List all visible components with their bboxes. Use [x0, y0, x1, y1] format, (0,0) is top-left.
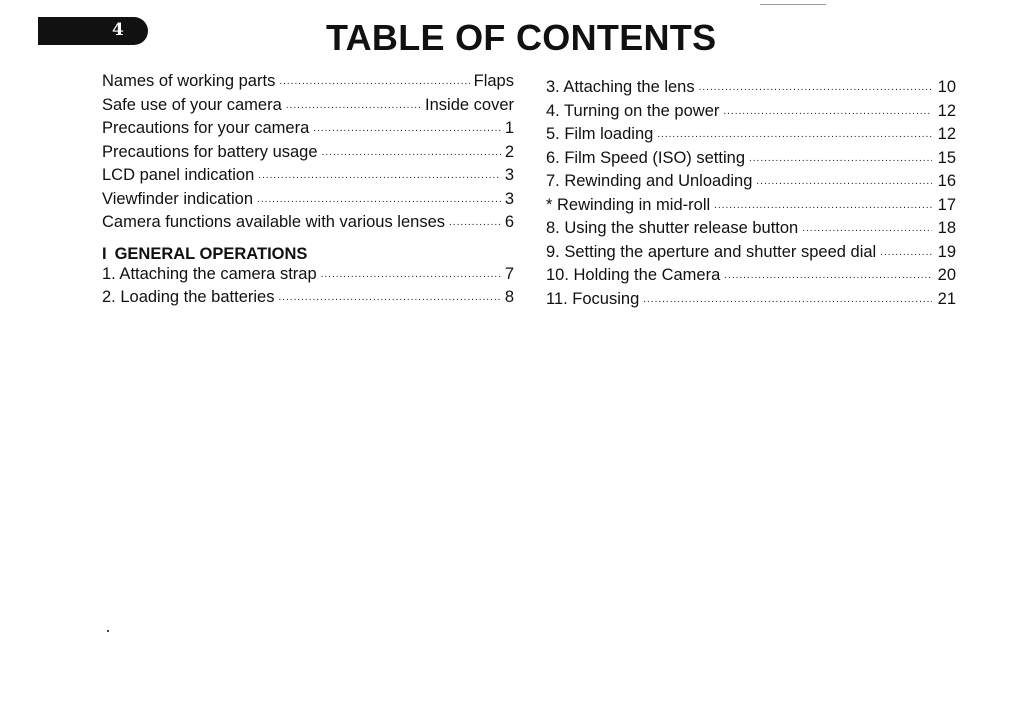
toc-entry-label: Safe use of your camera	[102, 95, 282, 114]
toc-right-column	[546, 77, 956, 312]
toc-entry-page: 15	[937, 148, 956, 167]
leader-dots	[699, 77, 932, 99]
toc-entry-page: 8	[504, 288, 514, 306]
toc-entry	[102, 189, 514, 213]
toc-entry-label: 2. Loading the batteries	[102, 288, 275, 306]
leader-dots	[286, 95, 421, 117]
toc-entry-label: 9. Setting the aperture and shutter speed dial	[546, 242, 877, 261]
toc-entry	[102, 264, 514, 288]
toc-entry	[546, 242, 956, 266]
leader-dots	[643, 289, 932, 311]
toc-entry-page: 3	[504, 166, 514, 184]
toc-entry-label: Names of working parts	[102, 72, 276, 90]
toc-entry-label: Camera functions available with various lenses	[102, 213, 446, 231]
leader-dots	[313, 118, 501, 140]
leader-dots	[756, 171, 932, 193]
toc-entry-page: 3	[504, 189, 514, 208]
toc-entry-page: 1	[504, 119, 514, 137]
toc-entry-label: Viewfinder indication	[102, 189, 254, 208]
leader-dots	[724, 265, 932, 287]
toc-entry-page: Inside cover	[425, 95, 514, 114]
leader-dots	[449, 212, 501, 234]
leader-dots	[802, 218, 932, 240]
leader-dots	[749, 148, 932, 170]
toc-entry	[102, 212, 514, 236]
toc-entry-label: 10. Holding the Camera	[546, 266, 721, 284]
toc-entry	[546, 148, 956, 172]
toc-entry-page: 10	[937, 78, 956, 96]
toc-entry-page: 19	[937, 242, 956, 261]
toc-entry-label: LCD panel indication	[102, 166, 255, 184]
toc-entry-label: 7. Rewinding and Unloading	[546, 172, 753, 190]
leader-dots	[258, 165, 501, 187]
toc-entry-page: 2	[504, 142, 514, 161]
page-number-tab	[38, 17, 148, 45]
leader-dots	[322, 142, 501, 164]
toc-entry	[546, 195, 956, 219]
page-number: 4	[112, 20, 124, 40]
toc-entry-label: Precautions for your camera	[102, 119, 310, 137]
toc-entry-page: 16	[937, 172, 956, 190]
leader-dots	[723, 101, 932, 123]
toc-entry-label: 1. Attaching the camera strap	[102, 264, 317, 283]
toc-entry-page: 12	[937, 125, 956, 143]
toc-entry-label: Precautions for battery usage	[102, 142, 318, 161]
toc-entry	[102, 287, 514, 311]
toc-entry-label: 6. Film Speed (ISO) setting	[546, 148, 745, 167]
toc-entry	[546, 265, 956, 289]
toc-entry-page: 20	[937, 266, 956, 284]
leader-dots	[257, 189, 501, 211]
toc-entry-label: 11. Focusing	[546, 289, 640, 308]
section-numeral: I	[102, 244, 107, 263]
toc-entry-page: 12	[937, 101, 956, 120]
toc-entry	[546, 77, 956, 101]
toc-entry-page: 21	[937, 289, 956, 308]
scan-artifact-line	[760, 4, 826, 5]
leader-dots	[880, 242, 932, 264]
toc-entry-page: 6	[504, 213, 514, 231]
toc-entry-label: 3. Attaching the lens	[546, 78, 695, 96]
toc-entry	[546, 101, 956, 125]
toc-entry-page: 17	[937, 195, 956, 214]
toc-entry	[546, 218, 956, 242]
toc-entry	[546, 124, 956, 148]
toc-entry	[102, 71, 514, 95]
toc-entry	[546, 289, 956, 313]
toc-entry-page: 7	[504, 264, 514, 283]
scan-speck	[107, 630, 109, 632]
toc-entry-page: Flaps	[473, 72, 514, 90]
toc-entry-label: 8. Using the shutter release button	[546, 219, 799, 237]
toc-entry-label: 4. Turning on the power	[546, 101, 720, 120]
toc-entry	[102, 165, 514, 189]
section-heading	[102, 245, 514, 264]
leader-dots	[714, 195, 932, 217]
toc-entry-page: 18	[937, 219, 956, 237]
section-title: GENERAL OPERATIONS	[114, 244, 308, 263]
leader-dots	[657, 124, 932, 146]
toc-entry	[102, 95, 514, 119]
leader-dots	[321, 264, 501, 286]
toc-left-column	[102, 71, 514, 311]
toc-entry	[102, 142, 514, 166]
leader-dots	[279, 71, 469, 93]
toc-entry-label: 5. Film loading	[546, 125, 654, 143]
leader-dots	[278, 287, 500, 309]
toc-entry-label: * Rewinding in mid-roll	[546, 195, 711, 214]
page-title: TABLE OF CONTENTS	[326, 17, 717, 58]
toc-entry	[102, 118, 514, 142]
toc-entry	[546, 171, 956, 195]
